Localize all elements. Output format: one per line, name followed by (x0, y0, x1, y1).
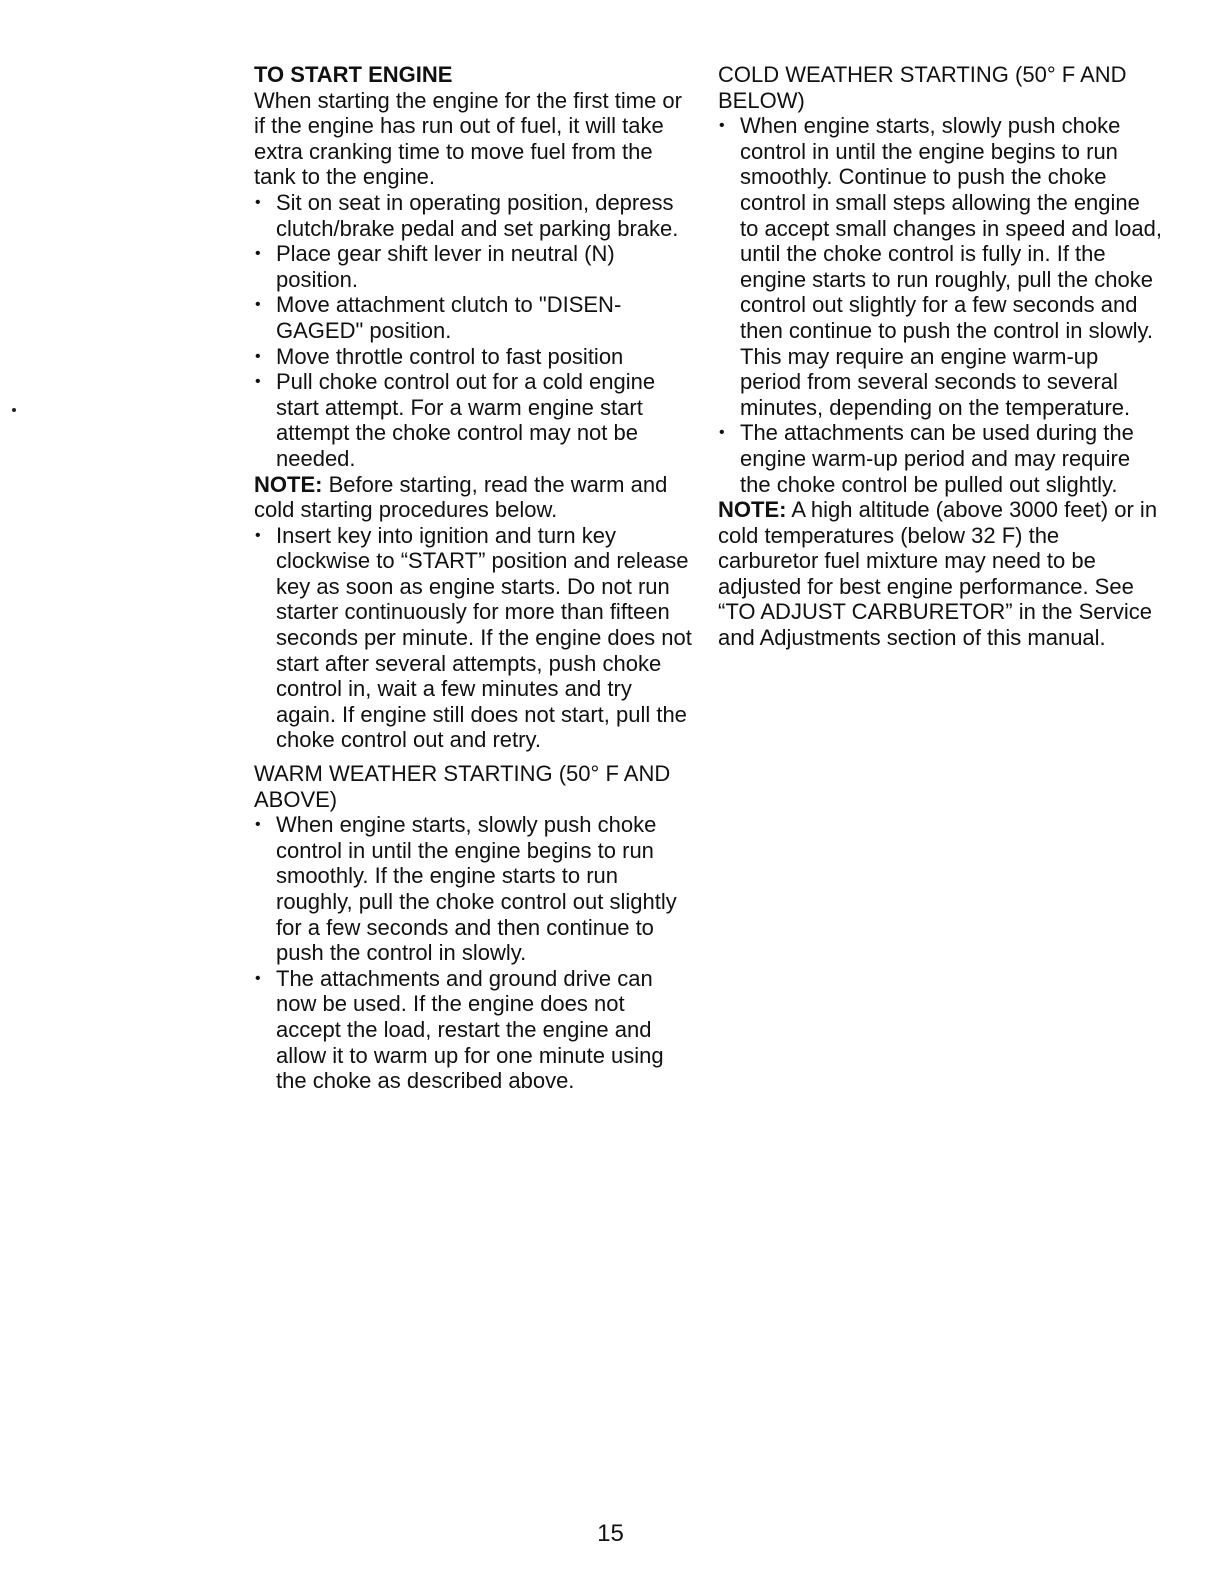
list-item: • Insert key into ignition and turn key clockwise to “START” position and release key as soon as engine starts. Do not run starter continuously for more than fifteen seconds per minute. If the engine does not start after several attempts, push choke control in, wait a few minutes and try again. If engine still does not start, pull the choke control out and retry. (254, 523, 694, 753)
intro-paragraph: When starting the engine for the first time or if the engine has run out of fuel, it will take extra cranking time to move fuel from the tank to the engine. (254, 87, 682, 190)
list-item: • Place gear shift lever in neutral (N) position. (254, 241, 694, 292)
start-steps-list (254, 190, 694, 472)
list-item: • The attachments and ground drive can now be used. If the engine does not accept the load, restart the engine and allow it to warm up for one minute using the choke as described above. (254, 966, 694, 1094)
note-text: A high altitude (above 3000 feet) or in cold temperatures (below 32 F) the carburetor fuel mixture may need to be adjusted for best engine performance. See “TO ADJUST CARBURETOR” in the Service and Adjustments section of this manual. (718, 497, 1158, 651)
note-paragraph (718, 497, 1163, 651)
section-title-start-engine: TO START ENGINE (254, 62, 453, 87)
warm-steps-list (254, 812, 694, 1094)
list-item: • Move attachment clutch to "DISEN-GAGED" position. (254, 292, 694, 343)
cold-steps-list (718, 113, 1163, 497)
scan-speck (12, 408, 16, 412)
list-item: • When engine starts, slowly push choke control in until the engine begins to run smoothly. If the engine starts to run roughly, pull the choke control out slightly for a few seconds and then continue to push the control in slowly. (254, 812, 694, 966)
note-label: NOTE: (718, 497, 787, 523)
list-item: • Move throttle control to fast position (254, 344, 694, 370)
section-title-cold-weather: COLD WEATHER STARTING (50° F AND BELOW) (718, 62, 1127, 113)
note-paragraph (254, 472, 694, 523)
list-item: • Sit on seat in operating position, depress clutch/brake pedal and set parking brake. (254, 190, 694, 241)
left-column (254, 58, 694, 1094)
list-item: • When engine starts, slowly push choke control in until the engine begins to run smoothly. Continue to push the choke control in small steps allowing the engine to accept small changes in speed and load, until the choke control is fully in. If the engine starts to run roughly, pull the choke control out slightly for a few seconds and then continue to push the control in slowly. This may require an engine warm-up period from several seconds to several minutes, depending on the temperature. (718, 113, 1163, 420)
right-column (718, 58, 1163, 651)
ignition-steps-list (254, 523, 694, 753)
page-number: 15 (597, 1520, 624, 1547)
list-item: • The attachments can be used during the engine warm-up period and may require the choke control be pulled out slightly. (718, 420, 1163, 497)
list-item: • Pull choke control out for a cold engine start attempt. For a warm engine start attempt the choke control may not be needed. (254, 369, 694, 471)
note-text: Before starting, read the warm and cold starting procedures below. (254, 471, 668, 523)
note-label: NOTE: (254, 471, 323, 497)
section-title-warm-weather: WARM WEATHER STARTING (50° F AND ABOVE) (254, 761, 671, 812)
